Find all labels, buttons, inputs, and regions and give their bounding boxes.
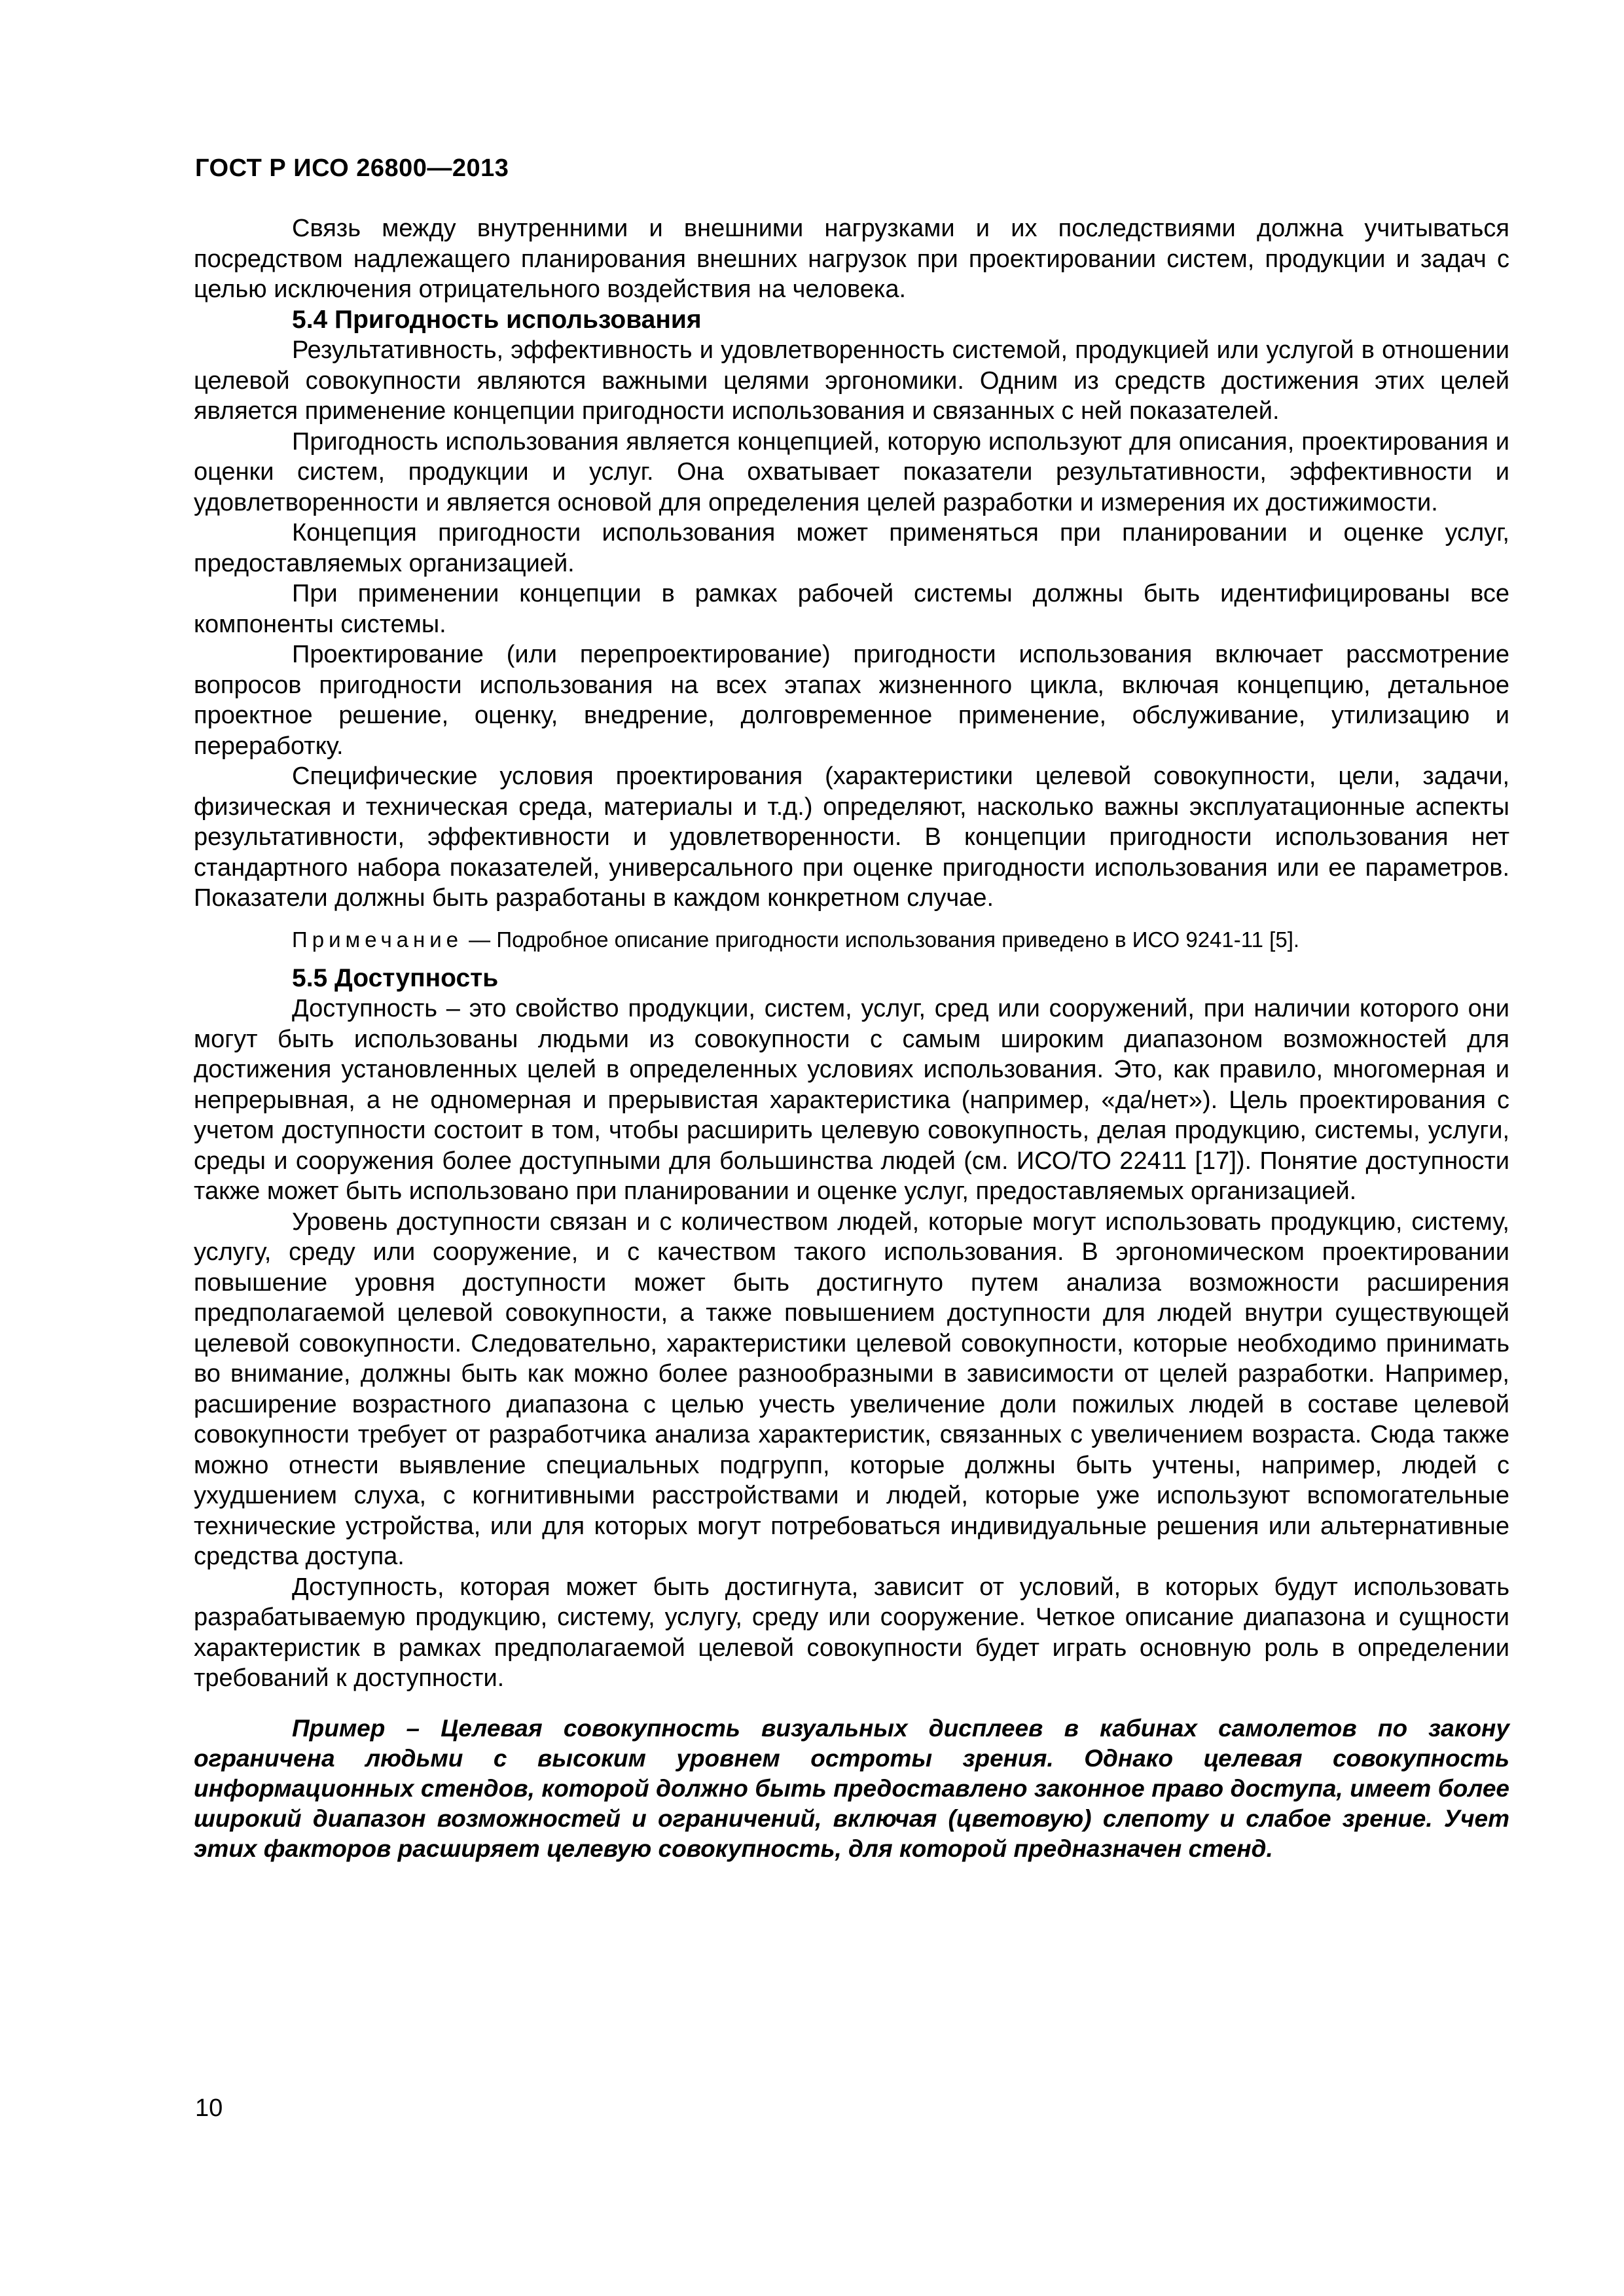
section-5-5-paragraph-3: Доступность, которая может быть достигнута, зависит от условий, в которых будут использовать разрабатываемую продукцию, систему, услугу, среду или сооружение. Четкое описание диапазона и сущности характеристик в рамках предполагаемой целевой совокупности будет играть основную роль в определении требований к доступности. bbox=[194, 1573, 1509, 1692]
page-number: 10 bbox=[195, 2094, 223, 2122]
section-5-4-paragraph-6: Специфические условия проектирования (характеристики целевой совокупности, цели, задачи, физическая и техническая среда, материалы и т.д.) определяют, насколько важны эксплуатационные аспекты результативности, эффективности и удовлетворенности. В концепции пригодности использования нет стандартного набора показателей, универсального при оценке пригодности использования или ее параметров. Показатели должны быть разработаны в каждом конкретном случае. bbox=[194, 762, 1509, 912]
section-heading-5-5: 5.5 Доступность bbox=[292, 963, 499, 992]
document-body bbox=[194, 213, 1509, 1888]
note-text: — Подробное описание пригодности использования приведено в ИСО 9241-11 [5]. bbox=[463, 927, 1300, 952]
note-label: Примечание bbox=[292, 927, 463, 952]
section-5-4-note bbox=[194, 925, 1509, 954]
document-code-header: ГОСТ Р ИСО 26800—2013 bbox=[195, 154, 509, 182]
section-5-4-paragraph-3: Концепция пригодности использования может применяться при планировании и оценке услуг, предоставляемых организацией. bbox=[194, 519, 1509, 577]
section-5-5-paragraph-1: Доступность – это свойство продукции, систем, услуг, сред или сооружений, при наличии которого они могут быть использованы людьми из совокупности с самым широким диапазоном возможностей для достижения установленных целей в определенных условиях использования. Это, как правило, многомерная и непрерывная, а не одномерная и прерывистая характеристика (например, «да/нет»). Цель проектирования с учетом доступности состоит в том, чтобы расширить целевую совокупность, делая продукцию, системы, услуги, среды и сооружения более доступными для большинства людей (см. ИСО/ТО 22411 [17]). Понятие доступности также может быть использовано при планировании и оценке услуг, предоставляемых организацией. bbox=[194, 995, 1509, 1205]
section-5-4-paragraph-5: Проектирование (или перепроектирование) пригодности использования включает рассмотрение вопросов пригодности использования на всех этапах жизненного цикла, включая концепцию, детальное проектное решение, оценку, внедрение, долговременное применение, обслуживание, утилизацию и переработку. bbox=[194, 641, 1509, 760]
section-5-4-paragraph-1: Результативность, эффективность и удовлетворенность системой, продукцией или услугой в отношении целевой совокупности являются важными целями эргономики. Одним из средств достижения этих целей является применение концепции пригодности использования и связанных с ней показателей. bbox=[194, 336, 1509, 425]
section-5-5-paragraph-2: Уровень доступности связан и с количеством людей, которые могут использовать продукцию, систему, услугу, среду или сооружение, и с качеством такого использования. В эргономическом проектировании повышение уровня доступности может быть достигнуто путем анализа возможности расширения предполагаемой целевой совокупности, а также повышением доступности для людей внутри существующей целевой совокупности. Следовательно, характеристики целевой совокупности, которые необходимо принимать во внимание, должны быть как можно более разнообразными в зависимости от целей разработки. Например, расширение возрастного диапазона с целью учесть увеличение доли пожилых людей в составе целевой совокупности требует от разработчика анализа характеристик, связанных с увеличением возраста. Сюда также можно отнести выявление специальных подгрупп, которые должны быть учтены, например, людей с ухудшением слуха, с когнитивными расстройствами и людей, которые уже используют вспомогательные технические устройства, или для которых могут потребоваться индивидуальные решения или альтернативные средства доступа. bbox=[194, 1208, 1509, 1570]
intro-paragraph: Связь между внутренними и внешними нагрузками и их последствиями должна учитываться посредством надлежащего планирования внешних нагрузок при проектировании систем, продукции и задач с целью исключения отрицательного воздействия на человека. bbox=[194, 215, 1509, 303]
section-5-4-paragraph-2: Пригодность использования является концепцией, которую используют для описания, проектирования и оценки систем, продукции и услуг. Она охватывает показатели результативности, эффективности и удовлетворенности и является основой для определения целей разработки и измерения их достижимости. bbox=[194, 427, 1509, 516]
section-5-5-example: Пример – Целевая совокупность визуальных дисплеев в кабинах самолетов по закону ограничена людьми с высоким уровнем остроты зрения. Однако целевая совокупность информационных стендов, которой должно быть предоставлено законное право доступа, имеет более широкий диапазон возможностей и ограничений, включая (цветовую) слепоту и слабое зрение. Учет этих факторов расширяет целевую совокупность, для которой предназначен стенд. bbox=[194, 1714, 1509, 1862]
section-5-4-paragraph-4: При применении концепции в рамках рабочей системы должны быть идентифицированы все компоненты системы. bbox=[194, 580, 1509, 638]
section-heading-5-4: 5.4 Пригодность использования bbox=[292, 305, 702, 334]
